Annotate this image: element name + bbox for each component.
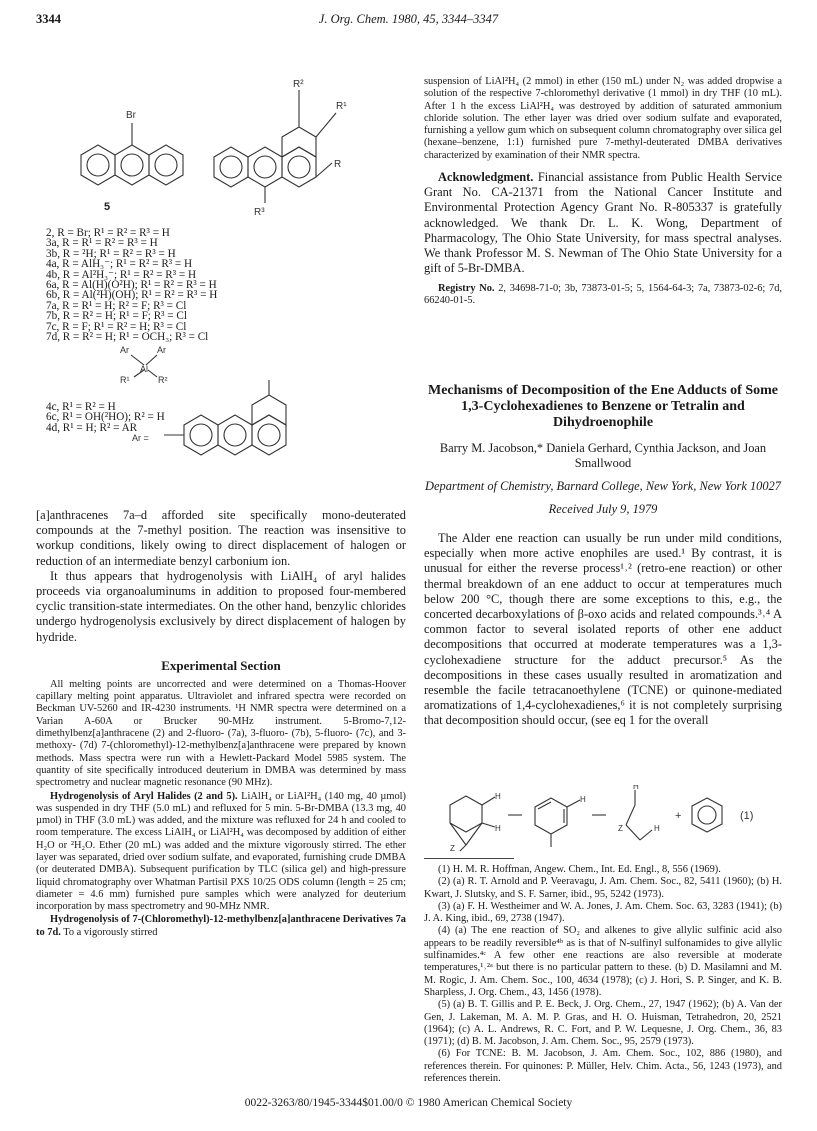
label-al: Al: [140, 364, 149, 374]
run-in-heading: Hydrogenolysis of Aryl Halides (2 and 5).: [50, 790, 238, 802]
page-footer: 0022-3263/80/1945-3344$01.00/0 © 1980 American Chemical Society: [244, 1097, 573, 1109]
label-r1-al: R¹: [120, 375, 130, 385]
label-5: 5: [104, 201, 111, 213]
paragraph-body: LiAlH₄ or LiAl²H₄ (140 mg, 40 µmol) was suspended in dry THF (5.0 mL) and refluxed for 5 min. 5-Br-DMBA (13.3 mg, 40 µmol) in THF (3.0 mL) was added, and the mixture was refluxed for 24 h and cooled to room temperature. The excess LiAlH₄ or LiAl²H₄ was decomposed by addition of either H₂O or ²H₂O. Ether (20 mL) was added and the mixture vigorously stirred. The ether layer was separated, dried over sodium sulfate, and evaporated, furnishing crude DMBA (or deuterated DMBA). Subsequent purification by TLC (silica gel) and high-pressure liquid chromatography over Whatman Partisil PXS 10/25 ODS column (length = 25 cm; diameter = 4.6 mm) furnished pure samples which were analyzed for deuterium incorporation by mass spectrometry and 90-MHz NMR.: [36, 790, 406, 913]
eq-h-5: H: [654, 824, 660, 833]
compound-item: 7c, R = F; R¹ = R² = H; R³ = Cl: [46, 320, 187, 333]
compound-item: 7a, R = R¹ = H; R² = F; R³ = Cl: [46, 299, 187, 312]
introduction-paragraph: The Alder ene reaction can usually be run under mild conditions, especially when more active enophiles are used.¹ By contrast, it is unusual for either the reverse process¹˒² (retro-ene reaction) or other thermal breakdown of an ene adduct to occur at temperatures much below 200 °C, though there are some exceptions to this, e.g., the concerted decarboxylations of β-oxo acids and related compounds.³˒⁴ A common factor to several isolated reports of other ene adduct decompositions that occurred at moderate temperatures was a 1,3-cyclohexadiene structure for the adduct precursor.⁵ As the decompositions in these cases usually resulted in aromatization and resemble the facile tetracanoethylene (TCNE) or quinone-mediated aromatizations of 1,4-cyclohexadienes,⁶ it is not completely surprising that decomposition should occur, (see eq 1 for the overall: [424, 531, 782, 728]
right-column: [424, 76, 782, 307]
registry-body: 2, 34698-71-0; 3b, 73873-01-5; 5, 1564-64-3; 7a, 73873-02-6; 7d, 66240-01-5.: [424, 282, 782, 306]
experimental-paragraph: All melting points are uncorrected and were determined on a Thomas-Hoover capillary melting point apparatus. Ultraviolet and infrared spectra were recorded on Beckman UV-5260 and IR-4230 instruments. ¹H NMR spectra were determined on a Varian A-60A or Brucker 90-MHz instrument. 5-Bromo-7,12-dimethylbenz[a]anthracene (2) and 2-fluoro- (7a), 3-fluoro- (7b), 5-fluoro- (7c), and 3-methoxy- (7d) 7-(chloromethyl)-12-methylbenz[a]anthracene were prepared by known methods. Mass spectra were run with a Hewlett-Packard Model 5985 system. The quantity of site specifically introduced deuterium in DMBA was determined by mass spectrometry and nuclear magnetic resonance (90 MHz).: [36, 678, 406, 789]
enophile-structure: [626, 790, 652, 840]
hydrogenolysis-chloromethyl-paragraph: [36, 914, 406, 939]
paragraph: [a]anthracenes 7a–d afforded site specifically mono-deuterated compounds at the 7-methyl position. The reaction was insensitive to workup conditions, likely owing to direct displacement of halogen or reduction of an intermediate benzyl carbonium ion.: [36, 508, 406, 568]
continued-paragraph: suspension of LiAl²H₄ (2 mmol) in ether (150 mL) under N₂ was added dropwise a solution of the respective 7-chloromethyl derivative (1 mmol) in dry THF (10 mL). After 1 h the excess LiAl²H₄ was destroyed by addition of saturated ammonium chloride solution. The ether layer was dried over sodium sulfate and evaporated, furnishing a yellow gum which on subsequent column chromatography over silica gel (hexane–benzene, 1:1) furnished pure 7-methyl-deuterated DMBA derivatives characterized by examination of their NMR spectra.: [424, 76, 782, 161]
article-header: [424, 383, 782, 729]
paragraph-body: To a vigorously stirred: [63, 926, 158, 938]
footnote: (4) (a) The ene reaction of SO₂ and alkenes to give allylic sulfinic acid also appears to be readily reversible⁴ᵇ as is that of N-sulfinyl sulfonamides to give allylic sulfinamides.⁴ᶜ A few other ene reactions are also reversible at moderate temperatures,¹˒²ᵃ but there is no particular pattern to these. (b) D. Masilamni and M. M. Rogic, J. Am. Chem. Soc., 100, 4634 (1978); (c) J. Hori, S. P. Singer, and K. B. Sharpless, J. Org. Chem., 43, 1456 (1978).: [424, 925, 782, 998]
footnote: (1) H. M. R. Hoffman, Angew. Chem., Int. Ed. Engl., 8, 556 (1969).: [438, 864, 721, 875]
footnote: (6) For TCNE: B. M. Jacobson, J. Am. Chem. Soc., 102, 886 (1980), and references therein. For quinones: P. Müller, Helv. Chim. Acta., 56, 1243 (1973), and references therein.: [424, 1048, 782, 1085]
label-ar-1: Ar: [120, 345, 129, 355]
compound-item: 6a, R = Al(H)(O²H); R¹ = R² = R³ = H: [46, 279, 217, 292]
label-r1: R¹: [336, 101, 347, 112]
compound-list: [46, 228, 376, 342]
acknowledgment-heading: Acknowledgment.: [438, 170, 534, 185]
footnote-rule: [424, 858, 514, 859]
compound-item: 3a, R = R¹ = R² = R³ = H: [46, 237, 158, 250]
article-affiliation: Department of Chemistry, Barnard College, New York, New York 10027: [425, 479, 781, 493]
footnote: (3) (a) F. H. Westheimer and W. A. Jones, J. Am. Chem. Soc. 63, 3283 (1941); (b) J. A. King, ibid., 69, 2738 (1947).: [424, 900, 782, 925]
alane-compound-list: [46, 402, 376, 433]
diene-structure: [535, 798, 580, 847]
journal-citation: J. Org. Chem. 1980, 45, 3344–3347: [318, 12, 499, 26]
eq-h-1: H: [495, 792, 501, 801]
anthracene-5-structure: [81, 123, 183, 185]
compound-item: 4b, R = Al²H₃⁻; R¹ = R² = R³ = H: [46, 268, 197, 281]
received-date: Received July 9, 1979: [548, 502, 658, 516]
eq-h-2: H: [495, 824, 501, 833]
eq-z-1: Z: [450, 844, 455, 853]
footnote: (5) (a) B. T. Gillis and P. E. Beck, J. Org. Chem., 27, 1947 (1962); (b) A. Van der Gen, J. Lakeman, M. A. M. P. Gras, and H. O. Huisman, Tetrahedron, 20, 2521 (1964); (c) A. L. Andrews, R. C. Fort, and P. W. Lequesne, J. Org. Chem., 36, 83 (1971); (d) B. M. Jacobson, J. Am. Chem. Soc., 95, 2579 (1973).: [424, 999, 782, 1048]
plus-sign: +: [675, 810, 682, 822]
run-in-heading: Hydrogenolysis of 7-(Chloromethyl)-12-methylbenz[a]anthracene Derivatives 7a to 7d.: [36, 914, 406, 938]
benzanthracene-structure: [214, 90, 336, 203]
compound-item: 7b, R = R² = H; R¹ = F; R³ = Cl: [46, 310, 187, 323]
article-title: Mechanisms of Decomposition of the Ene Adducts of Some 1,3-Cyclohexadienes to Benzene or Tetralin and Dihydroenophile: [428, 383, 778, 430]
ene-adduct-structure: [450, 796, 495, 851]
label-br: Br: [126, 110, 136, 121]
page-number: 3344: [36, 12, 61, 26]
compound-item: 4a, R = AlH₃⁻; R¹ = R² = R³ = H: [46, 258, 193, 271]
eq-h-4: H: [633, 785, 639, 791]
footnotes: [424, 864, 782, 1085]
footnote: (2) (a) R. T. Arnold and P. Veeravagu, J. Am. Chem. Soc., 82, 5411 (1960); (b) H. Kwart, J. Slutsky, and S. F. Sarner, ibid., 95, 5242 (1973).: [424, 876, 782, 900]
label-r2: R²: [293, 79, 304, 90]
acknowledgment: [424, 170, 782, 276]
hydrogenolysis-aryl-paragraph: [36, 791, 406, 914]
article-authors: Barry M. Jacobson,* Daniela Gerhard, Cynthia Jackson, and Joan Smallwood: [439, 441, 767, 470]
label-r: R: [334, 159, 342, 170]
label-r3: R³: [254, 207, 265, 218]
compound-item: 6c, R¹ = OH(²HO); R² = H: [46, 411, 165, 424]
label-r2-al: R²: [158, 375, 168, 385]
label-ar-2: Ar: [157, 345, 166, 355]
section-heading-experimental: Experimental Section: [161, 657, 281, 673]
compound-item: 4c, R¹ = R² = H: [46, 401, 116, 413]
compound-item: 6b, R = Al(²H)(OH); R¹ = R² = R³ = H: [46, 289, 218, 302]
registry-heading: Registry No.: [438, 282, 495, 294]
label-ar-equals: Ar =: [132, 433, 149, 443]
eq-h-3: H: [580, 795, 586, 804]
equation-number: (1): [740, 810, 754, 822]
benzene-structure: [692, 798, 722, 832]
running-header: [36, 12, 781, 32]
eq-z-2: Z: [618, 824, 623, 833]
compound-item: 2, R = Br; R¹ = R² = R³ = H: [46, 227, 170, 239]
acknowledgment-body: Financial assistance from Public Health Service Grant No. CA-21371 from the National Cancer Institute and Environmental Protection Agency Grant No. R-805337 is gratefully acknowledged. We thank Dr. L. K. Wong, Department of Pharmacology, The Ohio State University, for mass spectral analyses. We thank Professor M. S. Newman of The Ohio State University for a gift of 5-Br-DMBA.: [424, 170, 782, 276]
compound-item: 7d, R = R² = H; R¹ = OCH₃; R³ = Cl: [46, 331, 209, 344]
compound-item: 3b, R = ²H; R¹ = R² = R³ = H: [46, 247, 176, 260]
paragraph: It thus appears that hydrogenolysis with LiAlH₄ of aryl halides proceeds via organoaluminums in addition to proposed four-membered cyclic transition-state intermediates. On the other hand, benzylic chlorides undergo hydrogenolysis exclusively by direct displacement of halogen by hydride.: [36, 568, 406, 644]
equation-1: [430, 785, 780, 855]
registry-numbers: [424, 283, 782, 308]
compound-item: 4d, R¹ = H; R² = AR: [46, 421, 138, 434]
left-column: [36, 508, 406, 939]
